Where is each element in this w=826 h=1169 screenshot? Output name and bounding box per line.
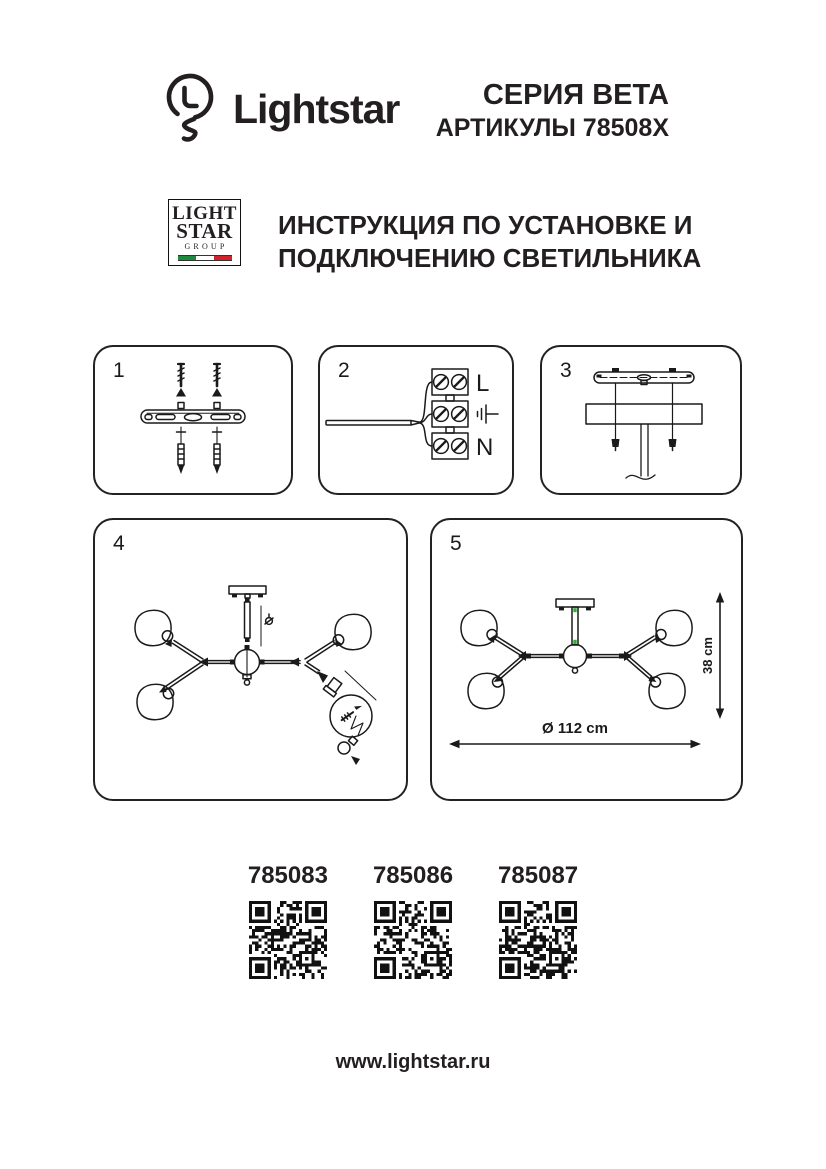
ground-icon [478, 405, 499, 423]
step-2-panel [318, 345, 514, 495]
article-number: 785087 [498, 862, 579, 889]
group-logo-group: GROUP [184, 242, 228, 251]
chandelier-dimensions-drawing [432, 520, 741, 799]
qr-code [499, 901, 577, 979]
qr-item [498, 862, 578, 979]
qr-item [248, 862, 328, 979]
article-number: 785086 [372, 862, 454, 889]
step-3-panel [540, 345, 742, 495]
screw-icon [265, 614, 273, 624]
series-block [436, 78, 669, 143]
qr-code [249, 901, 327, 979]
step-number: 5 [450, 532, 462, 555]
brand-wordmark: Lightstar [233, 85, 400, 132]
page-title-line1: ИНСТРУКЦИЯ ПО УСТАНОВКЕ И [278, 210, 693, 240]
lightbulb-logo-icon [163, 68, 221, 144]
series-articles: АРТИКУЛЫ 78508X [435, 113, 669, 142]
qr-item [373, 862, 453, 979]
step-number: 3 [560, 359, 572, 382]
step-5-panel [430, 518, 743, 801]
step-number: 4 [113, 532, 125, 555]
website-url: www.lightstar.ru [335, 1051, 491, 1073]
wall-anchor-icon [213, 427, 222, 474]
neutral-label: N [476, 434, 494, 461]
socket-piece [323, 677, 343, 697]
canopy-mounting-drawing [542, 347, 740, 493]
page-title [278, 209, 701, 275]
screw-icon [212, 364, 222, 409]
height-value: 38 cm [700, 637, 715, 674]
lightstar-group-logo [168, 199, 241, 266]
qr-code [374, 901, 452, 979]
height-dimension [700, 592, 724, 719]
screw-icon [176, 364, 186, 409]
step-number: 1 [113, 359, 125, 382]
article-number: 785083 [247, 862, 328, 889]
wall-anchor-icon [177, 427, 186, 474]
diameter-value: Ø 112 cm [542, 720, 608, 737]
wiring-diagram [320, 347, 512, 493]
chandelier-assembly-drawing [95, 520, 406, 799]
width-dimension [449, 720, 701, 748]
qr-code-section [0, 862, 826, 979]
step-4-panel [93, 518, 408, 801]
step-number: 2 [338, 359, 350, 382]
screw-icon [340, 710, 354, 722]
step-1-panel [93, 345, 293, 495]
italian-flag-bar [178, 255, 232, 261]
bulb-icon [338, 736, 358, 754]
page-title-line2: ПОДКЛЮЧЕНИЮ СВЕТИЛЬНИКА [278, 243, 702, 273]
group-logo-light: LIGHT [172, 203, 237, 224]
mounting-bracket-drawing [95, 347, 291, 493]
rod-green-marks [573, 608, 576, 644]
group-logo-star: STAR [176, 219, 233, 243]
live-label: L [476, 370, 490, 397]
brand-logo [163, 68, 399, 144]
series-title: СЕРИЯ BETA [482, 79, 669, 111]
